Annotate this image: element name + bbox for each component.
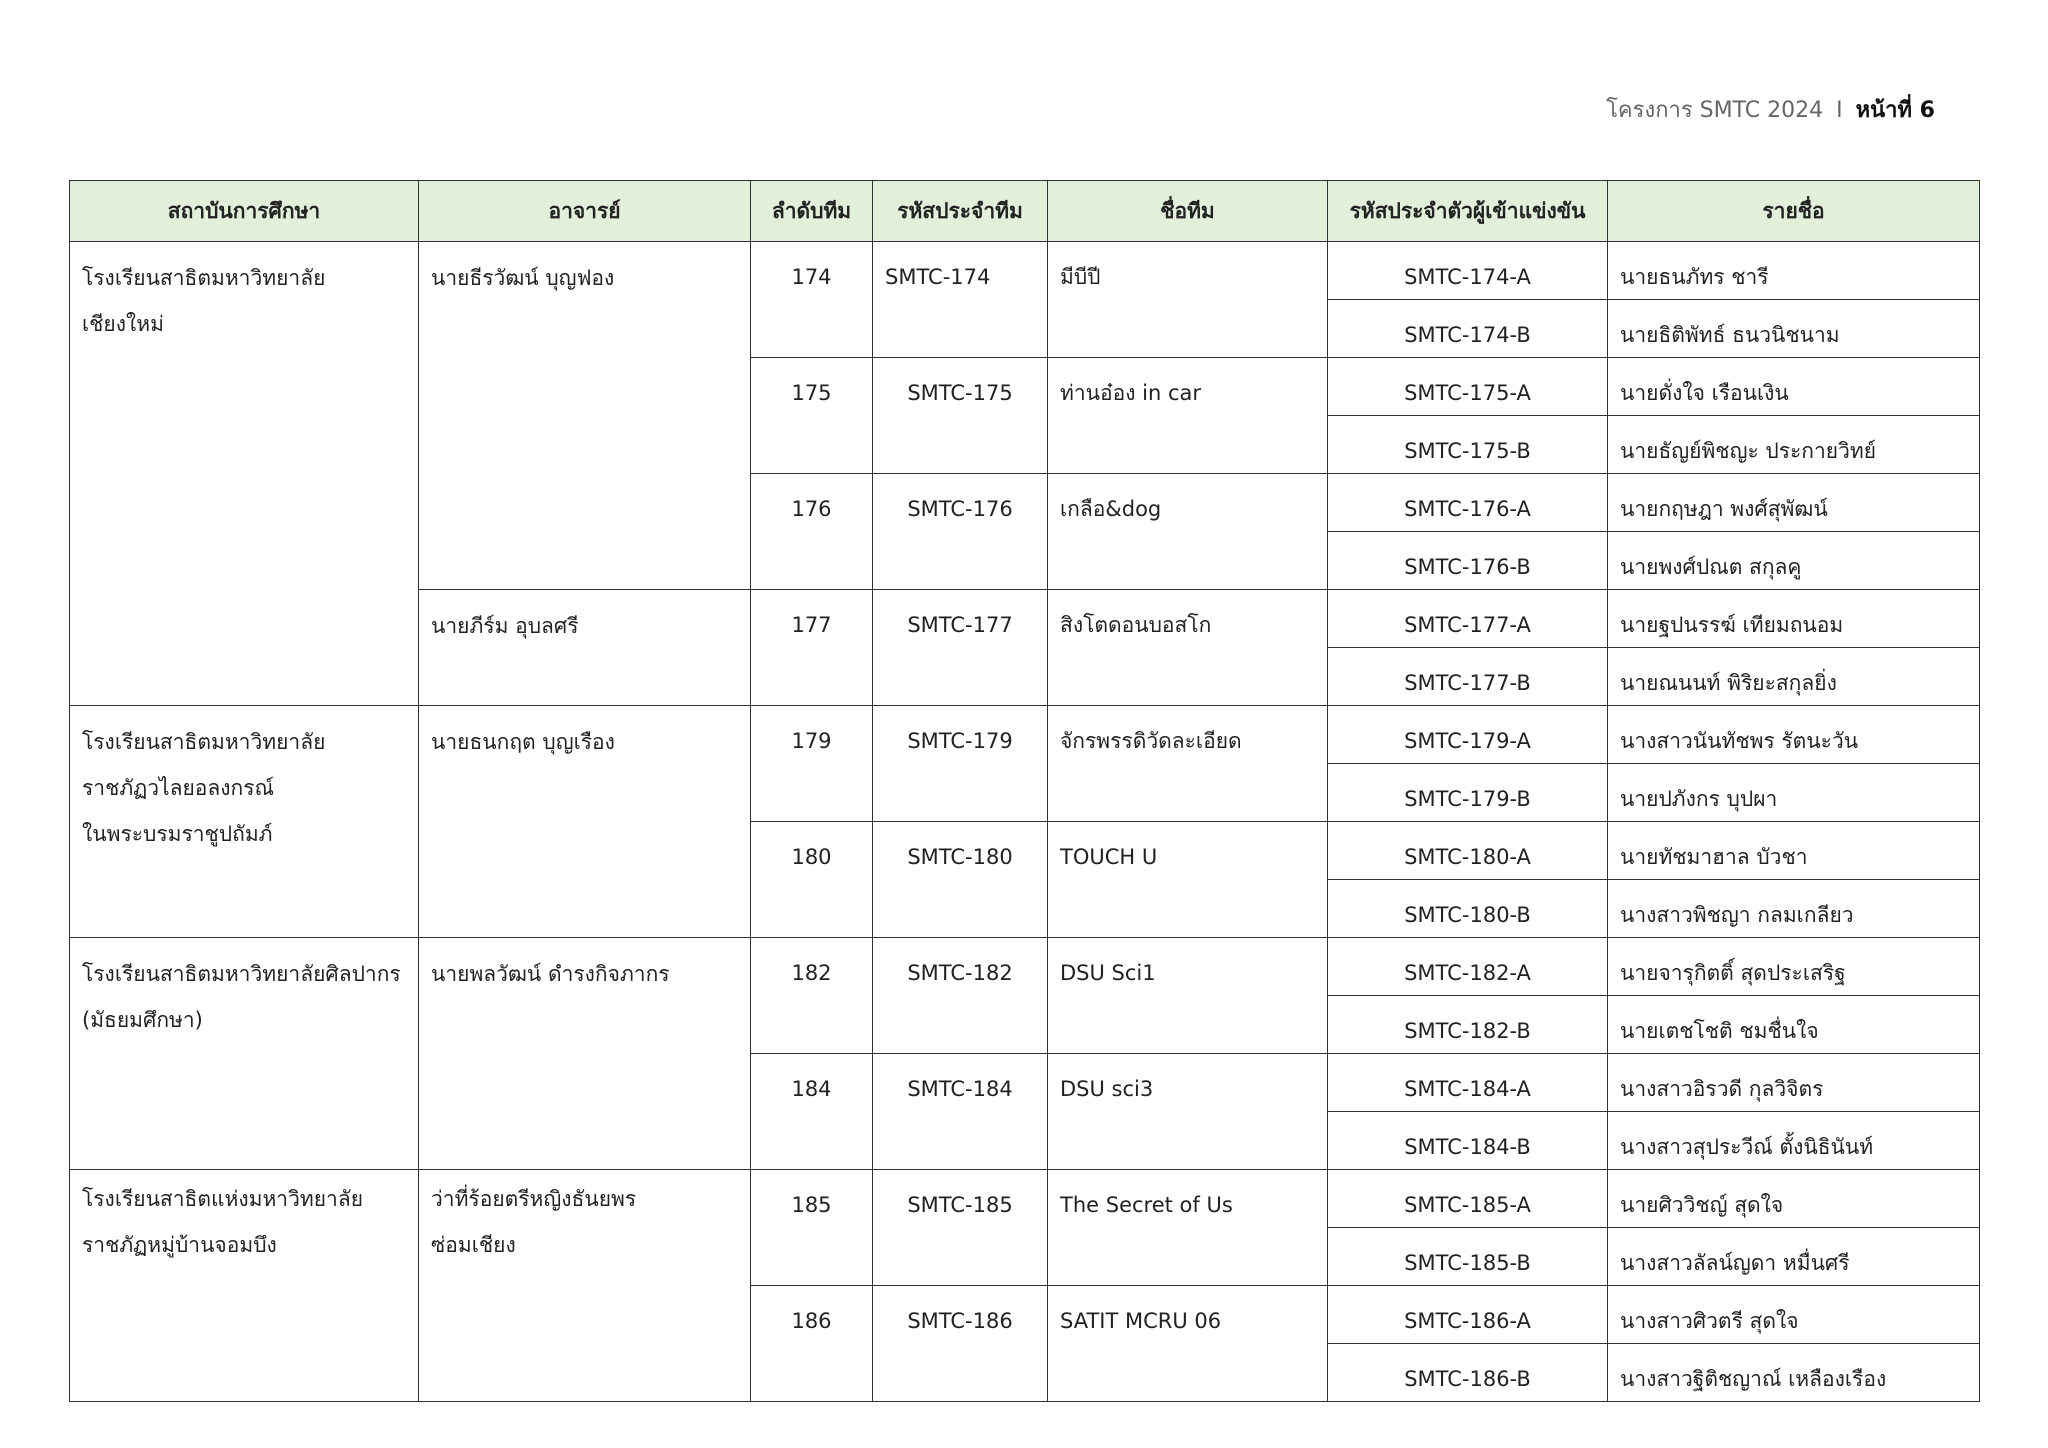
participant-name-cell: นายพงศ์ปณต สกุลคู <box>1608 532 1980 590</box>
team-roster-table <box>69 180 1980 1402</box>
participant-name-cell: นายธนภัทร ชารี <box>1608 242 1980 300</box>
participant-id-cell: SMTC-174-B <box>1328 300 1608 358</box>
team-no-cell: 185 <box>751 1170 873 1286</box>
participant-id-cell: SMTC-180-A <box>1328 822 1608 880</box>
participant-id-cell: SMTC-176-A <box>1328 474 1608 532</box>
institution-cell <box>70 706 419 938</box>
teacher-cell <box>419 938 751 1170</box>
team-name-cell: DSU Sci1 <box>1048 938 1328 1054</box>
team-name-cell: ท่านอ๋อง in car <box>1048 358 1328 474</box>
institution-cell <box>70 242 419 706</box>
participant-id-cell: SMTC-185-A <box>1328 1170 1608 1228</box>
participant-name-cell: นายณนนท์ พิริยะสกุลยิ่ง <box>1608 648 1980 706</box>
participant-name-cell: นางสาวศิวตรี สุดใจ <box>1608 1286 1980 1344</box>
team-code-cell: SMTC-180 <box>873 822 1048 938</box>
table-row <box>70 1170 1980 1228</box>
participant-name-cell: นายศิววิชญ์ สุดใจ <box>1608 1170 1980 1228</box>
participant-id-cell: SMTC-180-B <box>1328 880 1608 938</box>
institution-line: โรงเรียนสาธิตมหาวิทยาลัย <box>82 266 326 290</box>
team-code-cell: SMTC-182 <box>873 938 1048 1054</box>
participant-name-cell: นายธัญย์พิชญะ ประกายวิทย์ <box>1608 416 1980 474</box>
teacher-line: นายธีรวัฒน์ บุญฟอง <box>431 266 615 290</box>
institution-line: โรงเรียนสาธิตมหาวิทยาลัย <box>82 730 326 754</box>
table-row <box>70 242 1980 300</box>
participant-id-cell: SMTC-174-A <box>1328 242 1608 300</box>
team-name-cell: จักรพรรดิวัดละเอียด <box>1048 706 1328 822</box>
team-code-cell: SMTC-177 <box>873 590 1048 706</box>
institution-line: ราชภัฏหมู่บ้านจอมบึง <box>82 1233 277 1257</box>
team-no-cell: 175 <box>751 358 873 474</box>
teacher-line: ซ่อมเชียง <box>431 1233 516 1257</box>
institution-cell <box>70 1170 419 1402</box>
participant-id-cell: SMTC-184-B <box>1328 1112 1608 1170</box>
page-header <box>1606 92 1935 127</box>
team-name-cell: TOUCH U <box>1048 822 1328 938</box>
participant-id-cell: SMTC-175-A <box>1328 358 1608 416</box>
team-code-cell: SMTC-175 <box>873 358 1048 474</box>
participant-name-cell: นางสาวฐิติชญาณ์ เหลืองเรือง <box>1608 1344 1980 1402</box>
header-separator: I <box>1836 98 1843 123</box>
team-code-cell: SMTC-176 <box>873 474 1048 590</box>
teacher-line: นายธนกฤต บุญเรือง <box>431 730 615 754</box>
team-no-cell: 184 <box>751 1054 873 1170</box>
team-no-cell: 177 <box>751 590 873 706</box>
participant-id-cell: SMTC-175-B <box>1328 416 1608 474</box>
team-code-cell: SMTC-184 <box>873 1054 1048 1170</box>
team-name-cell: DSU sci3 <box>1048 1054 1328 1170</box>
col-header-team-code: รหัสประจำทีม <box>873 181 1048 242</box>
participant-name-cell: นายเตชโชติ ชมชื่นใจ <box>1608 996 1980 1054</box>
table-row <box>70 706 1980 764</box>
team-name-cell: SATIT MCRU 06 <box>1048 1286 1328 1402</box>
team-code-cell: SMTC-179 <box>873 706 1048 822</box>
participant-name-cell: นายจารุกิตติ์ สุดประเสริฐ <box>1608 938 1980 996</box>
col-header-participant-id: รหัสประจำตัวผู้เข้าแข่งขัน <box>1328 181 1608 242</box>
col-header-team-name: ชื่อทีม <box>1048 181 1328 242</box>
teacher-line: ว่าที่ร้อยตรีหญิงธันยพร <box>431 1187 637 1211</box>
teacher-line: นายภีร์ม อุบลศรี <box>431 614 579 638</box>
participant-name-cell: นางสาวอิรวดี กุลวิจิตร <box>1608 1054 1980 1112</box>
participant-id-cell: SMTC-177-B <box>1328 648 1608 706</box>
participant-id-cell: SMTC-186-B <box>1328 1344 1608 1402</box>
table-row <box>70 938 1980 996</box>
team-code-cell: SMTC-186 <box>873 1286 1048 1402</box>
participant-name-cell: นายกฤษฎา พงศ์สุพัฒน์ <box>1608 474 1980 532</box>
team-name-cell: เกลือ&dog <box>1048 474 1328 590</box>
participant-name-cell: นายปภังกร บุปผา <box>1608 764 1980 822</box>
teacher-cell <box>419 1170 751 1402</box>
team-no-cell: 176 <box>751 474 873 590</box>
participant-name-cell: นางสาวนันทัชพร รัตนะวัน <box>1608 706 1980 764</box>
institution-cell <box>70 938 419 1170</box>
participant-id-cell: SMTC-184-A <box>1328 1054 1608 1112</box>
col-header-team-no: ลำดับทีม <box>751 181 873 242</box>
participant-name-cell: นางสาวพิชญา กลมเกลียว <box>1608 880 1980 938</box>
project-title: โครงการ SMTC 2024 <box>1606 98 1824 123</box>
team-no-cell: 179 <box>751 706 873 822</box>
participant-id-cell: SMTC-179-B <box>1328 764 1608 822</box>
teacher-cell <box>419 706 751 938</box>
participant-id-cell: SMTC-176-B <box>1328 532 1608 590</box>
team-no-cell: 180 <box>751 822 873 938</box>
institution-line: ราชภัฏวไลยอลงกรณ์ <box>82 776 275 800</box>
participant-name-cell: นายทัชมาฮาล บัวชา <box>1608 822 1980 880</box>
teacher-cell <box>419 590 751 706</box>
team-name-cell: มีบีปี <box>1048 242 1328 358</box>
participant-name-cell: นายฐปนรรฆ์ เทียมถนอม <box>1608 590 1980 648</box>
participant-name-cell: นางสาวลัลน์ญดา หมื่นศรี <box>1608 1228 1980 1286</box>
participant-id-cell: SMTC-185-B <box>1328 1228 1608 1286</box>
col-header-institution: สถาบันการศึกษา <box>70 181 419 242</box>
col-header-participant-name: รายชื่อ <box>1608 181 1980 242</box>
institution-line: โรงเรียนสาธิตแห่งมหาวิทยาลัย <box>82 1187 364 1211</box>
teacher-cell <box>419 242 751 590</box>
institution-line: (มัธยมศึกษา) <box>82 1008 203 1032</box>
table-header-row <box>70 181 1980 242</box>
participant-name-cell: นายดั่งใจ เรือนเงิน <box>1608 358 1980 416</box>
team-name-cell: The Secret of Us <box>1048 1170 1328 1286</box>
institution-line: เชียงใหม่ <box>82 312 164 336</box>
participant-name-cell: นายธิติพัทธ์ ธนวนิชนาม <box>1608 300 1980 358</box>
team-code-cell: SMTC-185 <box>873 1170 1048 1286</box>
participant-id-cell: SMTC-177-A <box>1328 590 1608 648</box>
col-header-teacher: อาจารย์ <box>419 181 751 242</box>
institution-line: ในพระบรมราชูปถัมภ์ <box>82 822 273 846</box>
team-code-cell: SMTC-174 <box>873 242 1048 358</box>
teacher-line: นายพลวัฒน์ ดำรงกิจภากร <box>431 962 670 986</box>
participant-id-cell: SMTC-186-A <box>1328 1286 1608 1344</box>
team-name-cell: สิงโตดอนบอสโก <box>1048 590 1328 706</box>
team-no-cell: 182 <box>751 938 873 1054</box>
institution-line: โรงเรียนสาธิตมหาวิทยาลัยศิลปากร <box>82 962 401 986</box>
team-no-cell: 186 <box>751 1286 873 1402</box>
page-number: หน้าที่ 6 <box>1855 98 1935 123</box>
participant-id-cell: SMTC-182-A <box>1328 938 1608 996</box>
team-no-cell: 174 <box>751 242 873 358</box>
participant-id-cell: SMTC-182-B <box>1328 996 1608 1054</box>
participant-id-cell: SMTC-179-A <box>1328 706 1608 764</box>
participant-name-cell: นางสาวสุประวีณ์ ตั้งนิธินันท์ <box>1608 1112 1980 1170</box>
